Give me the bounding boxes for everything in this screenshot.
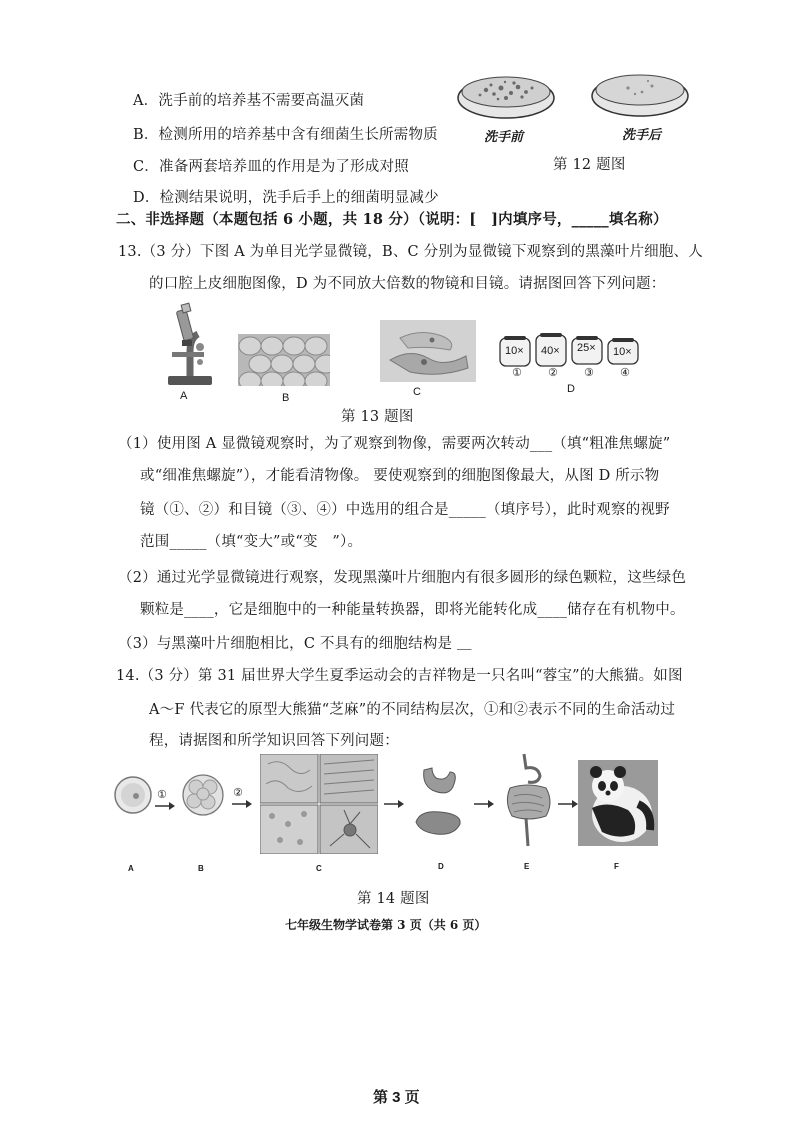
lens-1-number: ①: [512, 367, 522, 379]
q13-figure-caption: 第 13 题图: [341, 409, 414, 425]
q13-sub3-line1: （3）与黑藻叶片细胞相比，C 不具有的细胞结构是 ＿: [118, 636, 472, 652]
cell-division-image: [180, 772, 226, 818]
q13-sub2-line1: （2）通过光学显微镜进行观察，发现黑藻叶片细胞内有很多圆形的绿色颗粒，这些绿色: [118, 570, 687, 586]
q13-label-c: C: [413, 386, 421, 398]
microscope-image: [160, 302, 220, 388]
q14-stem-line2: A～F 代表它的原型大熊猫“芝麻”的不同结构层次，①和②表示不同的生命活动过: [149, 702, 676, 718]
arrow-2-icon: [232, 800, 252, 808]
q14-label-c: C: [316, 864, 322, 873]
q13-label-d: D: [567, 383, 575, 395]
q13-label-b: B: [282, 392, 290, 404]
dish-label-after: 洗手后: [622, 127, 662, 142]
petri-dish-before: [456, 70, 556, 120]
q14-label-f: F: [614, 862, 619, 871]
section-heading: 二、非选择题（本题包括 6 小题，共 18 分）（说明：[ ]内填序号，_____填名称）: [116, 211, 668, 228]
q14-label-e: E: [524, 862, 530, 871]
fertilized-egg-image: [112, 774, 154, 816]
arrow-3-icon: [384, 800, 404, 808]
q14-label-b: B: [198, 864, 204, 873]
lens-2-number: ②: [548, 367, 558, 379]
q13-sub2-line2: 颗粒是____，它是细胞中的一种能量转换器，即将光能转化成____储存在有机物中。: [140, 602, 685, 618]
q14-stem-line1: 14.（3 分）第 31 届世界大学生夏季运动会的吉祥物是一只名叫“蓉宝”的大熊猫。如图: [116, 668, 683, 684]
page-number: 第 3 页: [373, 1089, 420, 1106]
q13-sub1-line1: （1）使用图 A 显微镜观察时，为了观察到物像，需要两次转动___（填“粗准焦螺旋”: [118, 436, 671, 452]
lens-3-mag: 25×: [577, 342, 596, 354]
process-1-label: ①: [157, 789, 167, 801]
lens-4-number: ④: [620, 367, 630, 379]
dish-label-before: 洗手前: [484, 129, 524, 144]
lens-2-mag: 40×: [541, 345, 560, 357]
arrow-4-icon: [474, 800, 494, 808]
q14-figure-caption: 第 14 题图: [357, 891, 430, 907]
cheek-cells-image: [380, 320, 476, 382]
q14-label-a: A: [128, 864, 134, 873]
lens-1-mag: 10×: [505, 345, 524, 357]
q13-sub1-line4: 范围_____（填“变大”或“变 ”）。: [140, 534, 363, 550]
arrow-5-icon: [558, 800, 578, 808]
giant-panda-image: [578, 760, 658, 846]
q12-figure-caption: 第 12 题图: [553, 157, 626, 173]
petri-dish-after: [590, 68, 690, 118]
digestive-system-image: [498, 752, 560, 852]
lens-3-number: ③: [584, 367, 594, 379]
q14-label-d: D: [438, 862, 444, 871]
q13-label-a: A: [180, 390, 188, 402]
q12-option-a: A．洗手前的培养基不需要高温灭菌: [133, 93, 365, 109]
lens-4-mag: 10×: [613, 346, 632, 358]
paper-info: 七年级生物学试卷第 3 页（共 6 页）: [285, 918, 487, 932]
arrow-1-icon: [155, 802, 175, 810]
organs-image: [410, 764, 468, 852]
q13-sub1-line2: 或“细准焦螺旋”），才能看清物像。 要使观察到的细胞图像最大，从图 D 所示物: [140, 468, 660, 484]
tissues-image: [260, 754, 378, 854]
q13-sub1-line3: 镜（①、②）和目镜（③、④）中选用的组合是_____（填序号），此时观察的视野: [140, 502, 670, 518]
q13-stem-line1: 13.（3 分）下图 A 为单目光学显微镜，B、C 分别为显微镜下观察到的黑藻叶片细胞、人: [118, 244, 703, 260]
q12-option-d: D．检测结果说明，洗手后手上的细菌明显减少: [133, 190, 439, 206]
leaf-cells-image: [238, 334, 330, 386]
q14-stem-line3: 程，请据图和所学知识回答下列问题：: [149, 733, 399, 749]
process-2-label: ②: [233, 787, 243, 799]
q12-option-c: C．准备两套培养皿的作用是为了形成对照: [133, 159, 409, 175]
q13-stem-line2: 的口腔上皮细胞图像，D 为不同放大倍数的物镜和目镜。请据图回答下列问题：: [149, 276, 666, 292]
q12-option-b: B．检测所用的培养基中含有细菌生长所需物质: [133, 127, 438, 143]
